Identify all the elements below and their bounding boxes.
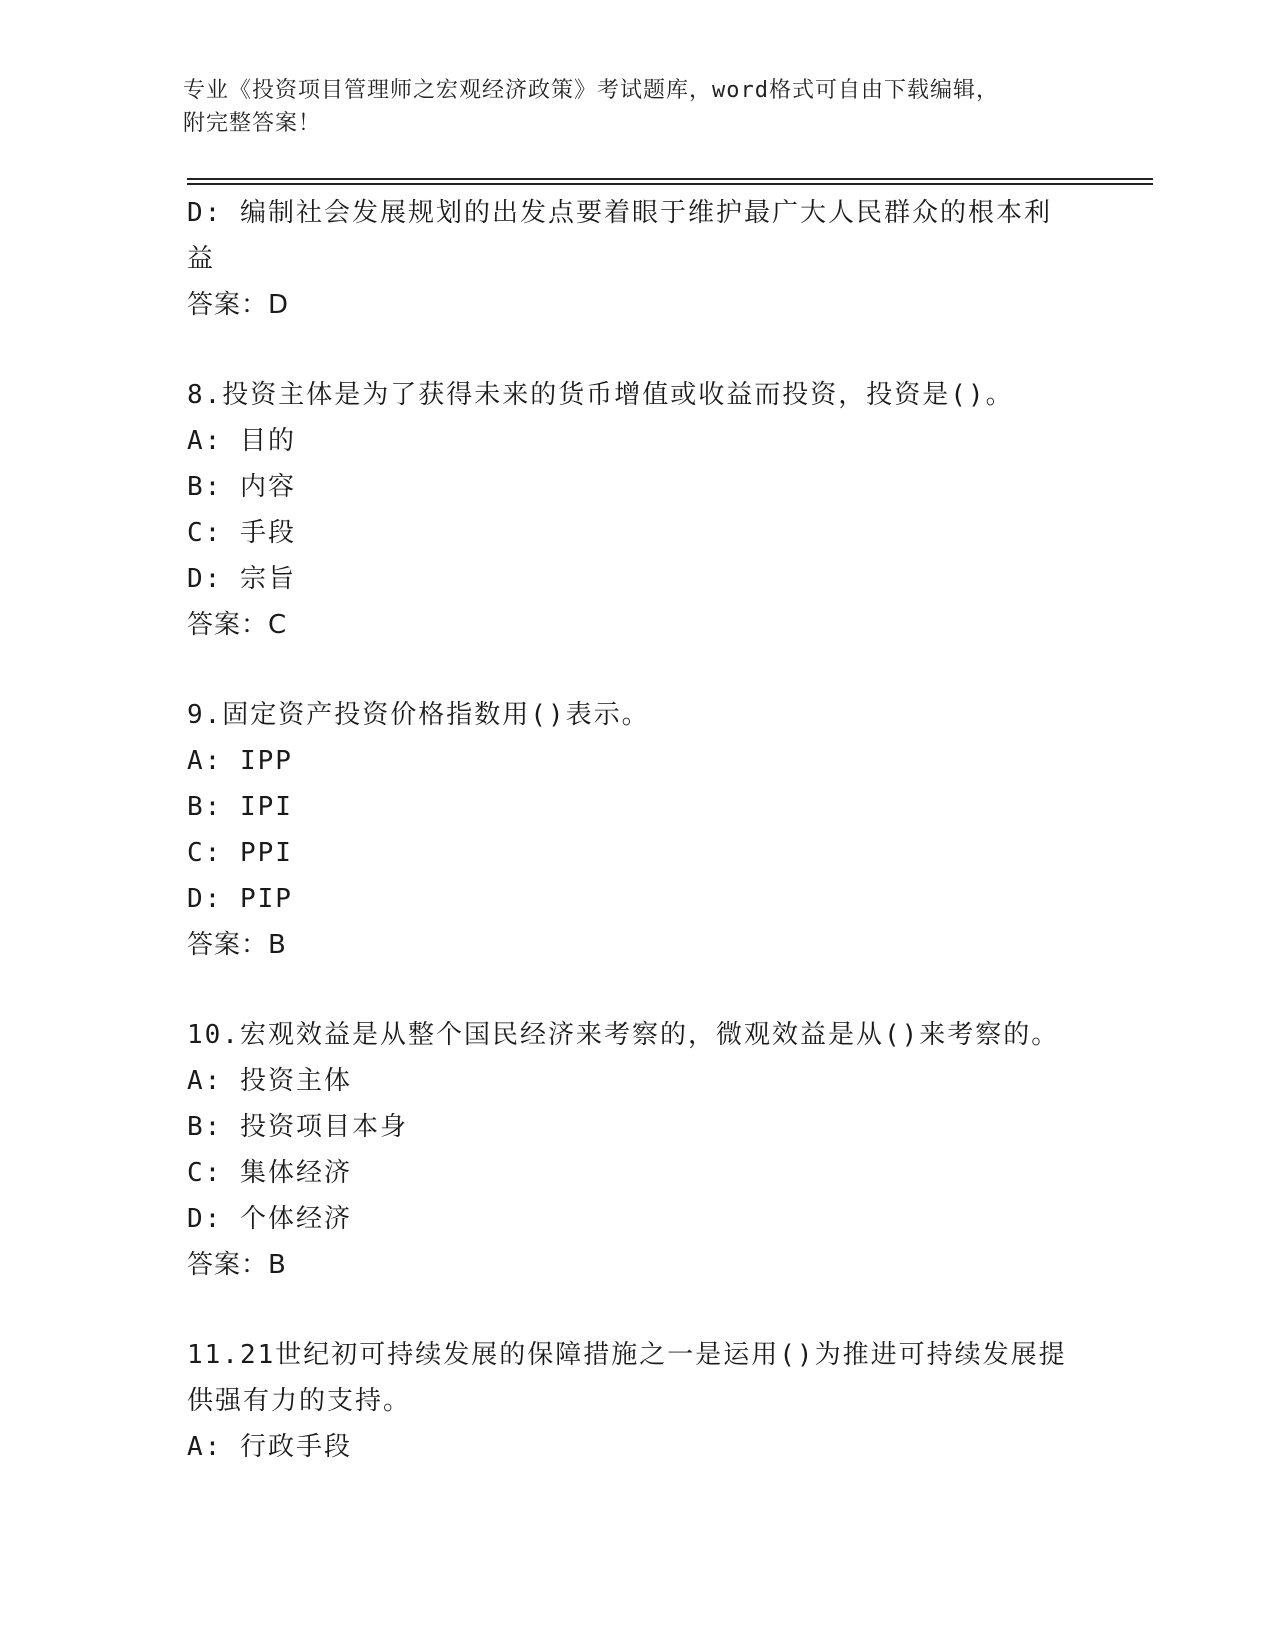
spacer: [187, 968, 1087, 1012]
answer-line: 答案：D: [187, 290, 290, 320]
option-d: D: 宗旨: [187, 564, 296, 594]
option-d: D: 编制社会发展规划的出发点要着眼于维护最广大人民群众的根本利: [187, 198, 1052, 228]
option-c: C: 手段: [187, 518, 296, 548]
option-a: A: 投资主体: [187, 1066, 352, 1096]
option-b: B: 内容: [187, 472, 296, 502]
option-c: C: PPI: [187, 838, 293, 868]
option-b: B: IPI: [187, 792, 293, 822]
option-a: A: 行政手段: [187, 1432, 352, 1462]
document-header: [183, 74, 1063, 140]
question-stem: 8.投资主体是为了获得未来的货币增值或收益而投资，投资是()。: [187, 380, 1014, 410]
option-c: C: 集体经济: [187, 1158, 352, 1188]
answer-line: 答案：B: [187, 1250, 287, 1280]
spacer: [187, 328, 1087, 372]
option-a: A: IPP: [187, 746, 293, 776]
question-list: [187, 190, 1087, 1470]
header-line-2: 附完整答案！: [183, 111, 322, 136]
option-d: D: PIP: [187, 884, 293, 914]
question-9: [187, 692, 1087, 968]
spacer: [187, 1288, 1087, 1332]
question-8: [187, 372, 1087, 648]
header-divider-top: [187, 178, 1153, 180]
header-line-1: 专业《投资项目管理师之宏观经济政策》考试题库，word格式可自由下载编辑，: [183, 78, 999, 103]
spacer: [187, 648, 1087, 692]
previous-question-tail: [187, 190, 1087, 328]
option-d-continued: 益: [187, 244, 216, 274]
question-stem: 10.宏观效益是从整个国民经济来考察的，微观效益是从()来考察的。: [187, 1020, 1060, 1050]
question-stem: 9.固定资产投资价格指数用()表示。: [187, 700, 650, 730]
question-11: [187, 1332, 1087, 1470]
question-10: [187, 1012, 1087, 1288]
question-stem-continued: 供强有力的支持。: [187, 1386, 412, 1416]
option-a: A: 目的: [187, 426, 296, 456]
question-stem: 11.21世纪初可持续发展的保障措施之一是运用()为推进可持续发展提: [187, 1340, 1067, 1370]
option-b: B: 投资项目本身: [187, 1112, 408, 1142]
header-divider-bottom: [187, 183, 1153, 185]
answer-line: 答案：B: [187, 930, 287, 960]
answer-line: 答案：C: [187, 610, 288, 640]
option-d: D: 个体经济: [187, 1204, 352, 1234]
